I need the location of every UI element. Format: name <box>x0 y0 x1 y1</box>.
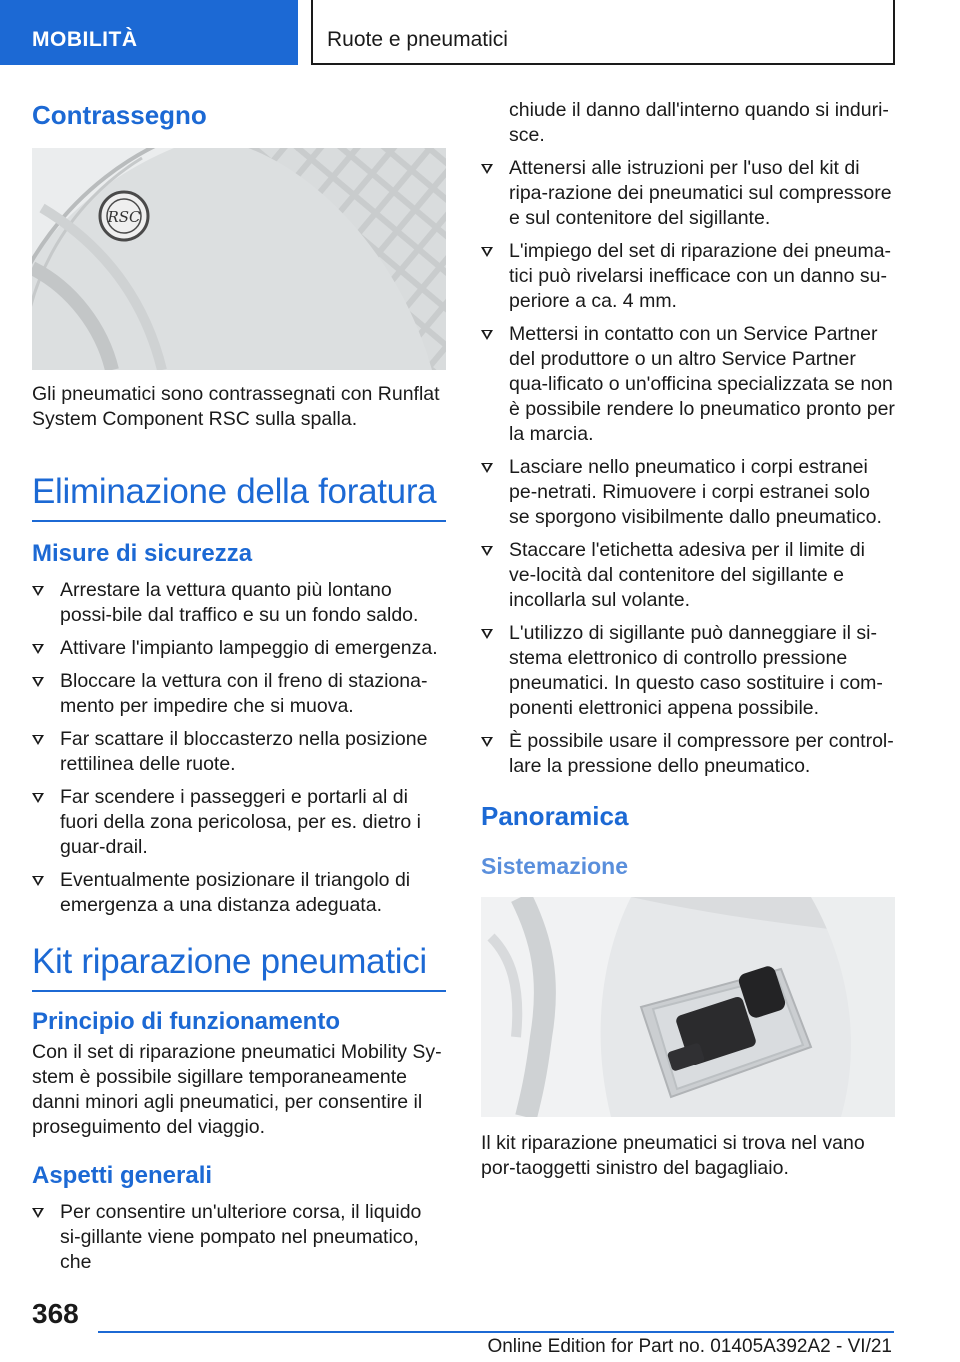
puncture-heading-rule <box>32 520 446 522</box>
list-item: Arrestare la vettura quanto più lontano possi-bile dal traffico e su un fondo saldo. <box>32 578 446 628</box>
header-section-tab: MOBILITÀ <box>0 0 298 65</box>
triangle-bullet-icon <box>481 546 493 556</box>
footer-rule <box>98 1331 894 1333</box>
list-item: Far scendere i passeggeri e portarli al di fuori della zona pericolosa, per es. dietro i guar-drail. <box>32 785 446 860</box>
general-list-start <box>32 1200 446 1275</box>
rsc-logo: RSC <box>107 208 141 226</box>
marking-caption: Gli pneumatici sono contrassegnati con Runflat System Component RSC sulla spalla. <box>32 383 440 430</box>
list-item: Attenersi alle istruzioni per l'uso del kit di ripa-razione dei pneumatici sul compressore e sul contenitore del sigillante. <box>481 156 895 231</box>
footer-edition-text: Online Edition for Part no. 01405A392A2 - VI/21 <box>487 1336 892 1357</box>
list-item: Bloccare la vettura con il freno di staziona-mento per impedire che si muova. <box>32 669 446 719</box>
list-item: L'impiego del set di riparazione dei pneuma-tici può rivelarsi inefficace con un danno su-periore a ca. 4 mm. <box>481 239 895 314</box>
triangle-bullet-icon <box>32 677 44 687</box>
list-item: Staccare l'etichetta adesiva per il limite di ve-locità dal contenitore del sigillante e incollarla sul volante. <box>481 538 895 613</box>
list-item: Attivare l'impianto lampeggio di emergenza. <box>32 636 446 661</box>
list-item: Mettersi in contatto con un Service Partner del produttore o un altro Service Partner qua-lificato o un'officina specializzata se non è possibile rendere lo pneumatico pronto per la marcia. <box>481 322 895 447</box>
principle-text: Con il set di riparazione pneumatici Mobility Sy-stem è possibile sigillare temporaneamente danni minori agli pneumatici, per consentire il proseguimento del viaggio. <box>32 1041 442 1138</box>
triangle-bullet-icon <box>481 164 493 174</box>
triangle-bullet-icon <box>481 629 493 639</box>
list-item: Eventualmente posizionare il triangolo di emergenza a una distanza adeguata. <box>32 868 446 918</box>
triangle-bullet-icon <box>32 876 44 886</box>
triangle-bullet-icon <box>32 586 44 596</box>
triangle-bullet-icon <box>32 793 44 803</box>
triangle-bullet-icon <box>32 644 44 654</box>
marking-heading: Contrassegno <box>32 100 207 130</box>
page-number: 368 <box>32 1298 79 1329</box>
kit-heading: Kit riparazione pneumatici <box>32 942 427 981</box>
tire-sidewall-image <box>32 148 446 370</box>
list-item: Far scattare il bloccasterzo nella posizione rettilinea delle ruote. <box>32 727 446 777</box>
safety-list <box>32 578 446 918</box>
right-column <box>481 98 895 1181</box>
general-heading: Aspetti generali <box>32 1162 213 1189</box>
list-item: Lasciare nello pneumatico i corpi estranei pe-netrati. Rimuovere i corpi estranei solo se sporgono visibilmente dallo pneumatico. <box>481 455 895 530</box>
triangle-bullet-icon <box>481 247 493 257</box>
triangle-bullet-icon <box>481 463 493 473</box>
location-heading: Sistemazione <box>481 853 628 879</box>
general-continuation: chiude il danno dall'interno quando si induri-sce. <box>509 99 889 146</box>
trunk-compartment-image <box>481 897 895 1117</box>
triangle-bullet-icon <box>481 330 493 340</box>
list-item: È possibile usare il compressore per control-lare la pressione dello pneumatico. <box>481 729 895 779</box>
triangle-bullet-icon <box>32 1208 44 1218</box>
list-item: L'utilizzo di sigillante può danneggiare il si-stema elettronico di controllo pressione pneumatici. In questo caso sostituire i com-ponenti elettronici appena possibile. <box>481 621 895 721</box>
safety-heading: Misure di sicurezza <box>32 540 253 567</box>
triangle-bullet-icon <box>481 737 493 747</box>
kit-heading-rule <box>32 990 446 992</box>
overview-heading: Panoramica <box>481 801 629 831</box>
header-chapter-title: Ruote e pneumatici <box>311 0 895 65</box>
general-list <box>481 156 895 779</box>
principle-heading: Principio di funzionamento <box>32 1008 340 1035</box>
triangle-bullet-icon <box>32 735 44 745</box>
puncture-heading: Eliminazione della foratura <box>32 472 437 511</box>
left-column <box>32 100 446 1283</box>
list-item: Per consentire un'ulteriore corsa, il liquido si-gillante viene pompato nel pneumatico, che <box>32 1200 446 1275</box>
location-caption: Il kit riparazione pneumatici si trova nel vano por-taoggetti sinistro del bagagliaio. <box>481 1132 865 1179</box>
